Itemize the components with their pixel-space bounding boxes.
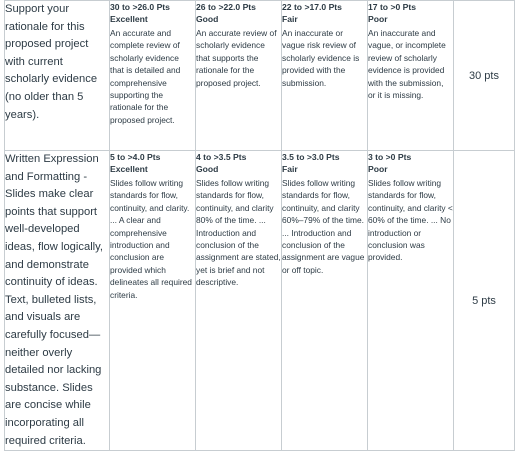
rating-points: 22 to >17.0 Pts [282,2,342,12]
rubric-row-written-expression [5,151,515,451]
rating-cell-good[interactable] [196,151,282,451]
rating-cell-poor[interactable] [368,151,454,451]
rating-cell-poor[interactable] [368,1,454,151]
rating-points: 17 to >0 Pts [368,2,417,12]
rating-points: 3 to >0 Pts [368,152,412,162]
rating-points: 4 to >3.5 Pts [196,152,247,162]
rating-cell-excellent[interactable] [110,151,196,451]
rating-description: Slides follow writing standards for flow, continuity, and clarity 60%–79% of the time. ... Introduction and conclusion of the assignment are vague or off topic. [282,178,365,275]
rating-description: Slides follow writing standards for flow, continuity, and clarity 80% of the time. ... Introduction and conclusion of the assignment are stated, yet is brief and not descriptive. [196,178,281,288]
rating-description: An accurate review of scholarly evidence that supports the rationale for the proposed project. [196,28,277,88]
rating-label: Excellent [110,14,148,24]
criterion-points: 5 pts [454,151,515,451]
rating-description: An inaccurate or vague risk review of scholarly evidence is provided with the submission. [282,28,360,88]
rating-label: Good [196,164,219,174]
rubric-row-rationale [5,1,515,151]
rating-description: Slides follow writing standards for flow, continuity, and clarity < 60% of the time. ... No introduction or conclusion was provided. [368,178,453,263]
rating-description: Slides follow writing standards for flow, continuity, and clarity. ... A clear and comprehensive introduction and conclusion are provided which delineates all required criteria. [110,178,192,300]
rating-cell-excellent[interactable] [110,1,196,151]
rating-label: Fair [282,164,298,174]
criterion-points: 30 pts [454,1,515,151]
rating-cell-good[interactable] [196,1,282,151]
rating-points: 3.5 to >3.0 Pts [282,152,340,162]
rating-cell-fair[interactable] [282,1,368,151]
rating-label: Good [196,14,219,24]
rating-points: 30 to >26.0 Pts [110,2,170,12]
rating-label: Fair [282,14,298,24]
rating-points: 26 to >22.0 Pts [196,2,256,12]
rating-cell-fair[interactable] [282,151,368,451]
rating-label: Excellent [110,164,148,174]
criterion-description: Support your rationale for this proposed project with current scholarly evidence (no older than 5 years). [5,1,110,151]
rating-description: An inaccurate and vague, or incomplete review of scholarly evidence is provided with the submission, or it is missing. [368,28,446,101]
rating-label: Poor [368,164,388,174]
rubric-table [4,0,515,451]
rating-description: An accurate and complete review of scholarly evidence that is detailed and comprehensive supporting the rationale for the proposed project. [110,28,181,125]
criterion-description: Written Expression and Formatting - Slides make clear points that support well-developed ideas, flow logically, and demonstrate continuity of ideas. Text, bulleted lists, and visuals are carefully focused—neither overly detailed nor lacking substance. Slides are concise while incorporating all required criteria. [5,151,110,451]
rating-label: Poor [368,14,388,24]
rating-points: 5 to >4.0 Pts [110,152,161,162]
